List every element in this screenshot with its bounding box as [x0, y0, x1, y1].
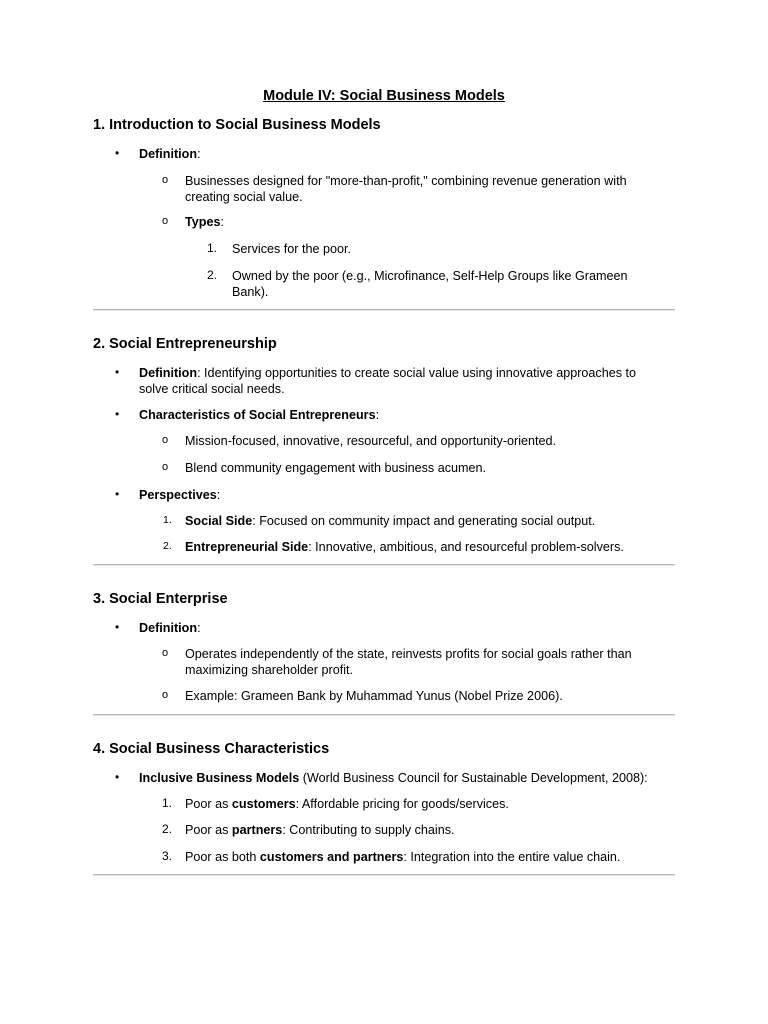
section-1-heading: 1. Introduction to Social Business Models	[93, 117, 381, 133]
s1-def-line-1: Businesses designed for "more-than-profit," combining revenue generation with	[185, 174, 627, 188]
s1-types-colon: :	[220, 215, 224, 229]
s2-characteristics-item	[139, 407, 379, 423]
bullet-marker: •	[115, 487, 120, 501]
s4-i3-bold: customers and partners	[259, 850, 404, 864]
s2-perspective-2	[185, 539, 624, 555]
s4-i1-post: : Affordable pricing for goods/services.	[295, 797, 509, 811]
section-4-heading: 4. Social Business Characteristics	[93, 741, 330, 757]
s2-char-2: Blend community engagement with business acumen.	[185, 461, 487, 475]
bullet-marker: •	[115, 620, 120, 634]
number-marker-1: 1.	[163, 514, 172, 526]
section-2-heading: 2. Social Entrepreneurship	[93, 336, 277, 352]
circle-marker: o	[162, 434, 169, 446]
s2-p2-label: Entrepreneurial Side	[185, 540, 309, 554]
s4-inclusive-models-item	[139, 770, 648, 786]
number-marker-2: 2.	[162, 822, 173, 836]
s2-p1-text: : Focused on community impact and generating social output.	[252, 514, 596, 528]
number-marker-2: 2.	[163, 540, 172, 552]
bullet-marker: •	[115, 770, 120, 784]
s1-definition-label: Definition	[139, 147, 198, 161]
circle-marker: o	[162, 647, 169, 659]
s2-perspectives-item	[139, 487, 220, 503]
s2-characteristics-label: Characteristics of Social Entrepreneurs	[139, 408, 376, 422]
s2-definition-text: : Identifying opportunities to create social value using innovative approaches to	[197, 366, 637, 380]
s2-perspective-1	[185, 513, 595, 529]
s1-def-line-2: creating social value.	[185, 190, 303, 204]
s1-type-2-line-1: Owned by the poor (e.g., Microfinance, Self-Help Groups like Grameen	[232, 269, 628, 283]
s2-definition-line-1	[139, 365, 636, 381]
s3-definition-item	[139, 620, 201, 636]
s4-ibm-label: Inclusive Business Models	[139, 771, 300, 785]
circle-marker: o	[162, 461, 169, 473]
s2-definition-label: Definition	[139, 366, 198, 380]
bullet-marker: •	[115, 365, 120, 379]
s1-definition-item	[139, 146, 201, 162]
section-divider	[93, 564, 675, 566]
circle-marker: o	[162, 215, 169, 227]
s4-i2-post: : Contributing to supply chains.	[282, 823, 455, 837]
s1-definition-colon: :	[197, 147, 201, 161]
s2-characteristics-colon: :	[375, 408, 380, 422]
circle-marker: o	[162, 689, 169, 701]
s4-ibm-text: (World Business Council for Sustainable Development, 2008):	[299, 771, 648, 785]
number-marker-1: 1.	[207, 241, 218, 255]
s1-types-item	[185, 214, 224, 230]
s2-char-1: Mission-focused, innovative, resourceful, and opportunity-oriented.	[185, 434, 557, 448]
bullet-marker: •	[115, 407, 120, 421]
s2-p1-label: Social Side	[185, 514, 253, 528]
number-marker-3: 3.	[162, 849, 173, 863]
s4-i3-post: : Integration into the entire value chain.	[403, 850, 621, 864]
s4-item-2	[185, 822, 455, 838]
number-marker-1: 1.	[162, 796, 173, 810]
s2-perspectives-label: Perspectives	[139, 488, 217, 502]
section-divider	[93, 714, 675, 716]
s4-item-1	[185, 796, 509, 812]
s3-definition-colon: :	[197, 621, 201, 635]
s1-types-label: Types	[185, 215, 221, 229]
s3-def-2: Example: Grameen Bank by Muhammad Yunus (Nobel Prize 2006).	[185, 689, 563, 703]
s3-def-1-line-1: Operates independently of the state, reinvests profits for social goals rather than	[185, 647, 632, 661]
s4-i1-bold: customers	[231, 797, 296, 811]
section-divider	[93, 309, 675, 311]
s4-i2-pre: Poor as	[185, 823, 232, 837]
bullet-marker: •	[115, 146, 120, 160]
s4-item-3	[185, 849, 620, 865]
s4-i1-pre: Poor as	[185, 797, 232, 811]
s1-type-1: Services for the poor.	[232, 242, 352, 256]
s3-def-1-line-2: maximizing shareholder profit.	[185, 663, 353, 677]
section-3-heading: 3. Social Enterprise	[93, 591, 228, 607]
s2-p2-text: : Innovative, ambitious, and resourceful problem-solvers.	[308, 540, 624, 554]
page-title: Module IV: Social Business Models	[263, 88, 505, 104]
s2-definition-line-2: solve critical social needs.	[139, 382, 285, 396]
s4-i3-pre: Poor as both	[185, 850, 260, 864]
s1-type-2-line-2: Bank).	[232, 285, 269, 299]
s3-definition-label: Definition	[139, 621, 198, 635]
s4-i2-bold: partners	[231, 823, 283, 837]
s2-perspectives-colon: :	[216, 488, 221, 502]
number-marker-2: 2.	[207, 268, 218, 282]
circle-marker: o	[162, 174, 169, 186]
section-divider	[93, 874, 675, 876]
